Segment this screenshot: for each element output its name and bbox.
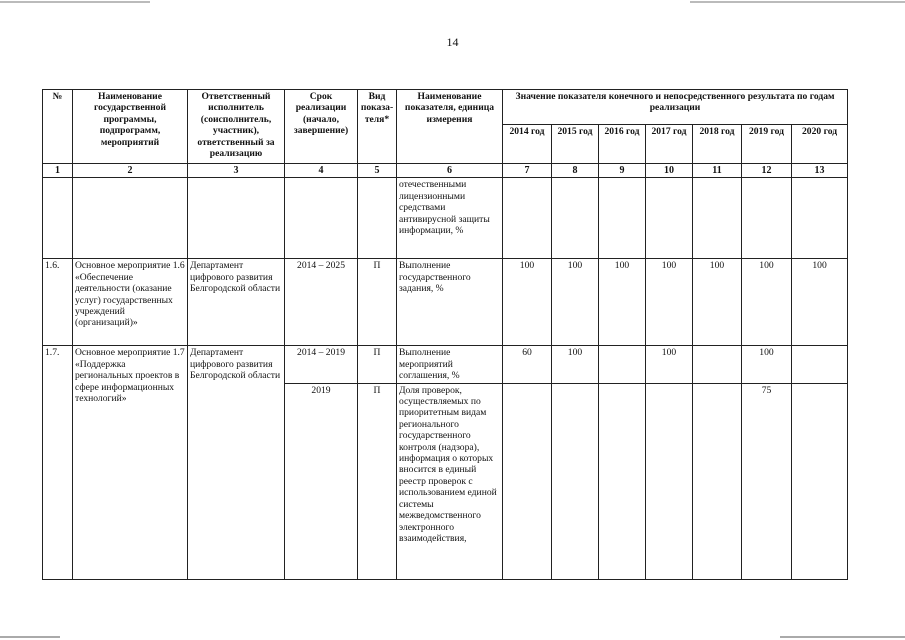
implementation-period: 2014 – 2025 (285, 259, 358, 346)
cell-empty (552, 178, 599, 259)
value-2018 (693, 383, 742, 579)
value-2019: 75 (742, 383, 792, 579)
header-year: 2014 год (503, 125, 552, 164)
value-2017: 100 (646, 346, 693, 383)
header-indicator-type: Вид показа-теля* (358, 90, 397, 164)
cell-empty (285, 178, 358, 259)
header-year: 2018 год (693, 125, 742, 164)
row-number: 1.6. (43, 259, 73, 346)
header-year: 2017 год (646, 125, 693, 164)
cell-empty (599, 178, 646, 259)
column-number: 11 (693, 164, 742, 178)
value-2019: 100 (742, 346, 792, 383)
cell-empty (188, 178, 285, 259)
cell-empty (358, 178, 397, 259)
implementation-period: 2014 – 2019 (285, 346, 358, 383)
value-2015 (552, 383, 599, 579)
table-row-1-6 (43, 259, 848, 346)
indicator-type: П (358, 383, 397, 579)
header-year: 2015 год (552, 125, 599, 164)
value-2018: 100 (693, 259, 742, 346)
page-number: 14 (446, 35, 459, 49)
continuation-row (43, 178, 848, 259)
header-responsible: Ответственный исполнитель (соисполнитель, участник), ответственный за реализацию (188, 90, 285, 164)
responsible-executor: Департамент цифрового развития Белгородской области (188, 259, 285, 346)
indicator-type: П (358, 346, 397, 383)
indicator-name: Выполнение мероприятий соглашения, % (397, 346, 503, 383)
row-number: 1.7. (43, 346, 73, 579)
column-number: 9 (599, 164, 646, 178)
header-name: Наименование государственной программы, подпрограмм, мероприятий (73, 90, 188, 164)
value-2018 (693, 346, 742, 383)
indicator-name: Выполнение государственного задания, % (397, 259, 503, 346)
column-number: 8 (552, 164, 599, 178)
responsible-executor: Департамент цифрового развития Белгородской области (188, 346, 285, 579)
value-2014: 100 (503, 259, 552, 346)
column-number: 5 (358, 164, 397, 178)
indicator-type: П (358, 259, 397, 346)
header-year: 2019 год (742, 125, 792, 164)
continuation-indicator-name: отечественными лицензионными средствами антивирусной защиты информации, % (397, 178, 503, 259)
cell-empty (73, 178, 188, 259)
column-number: 13 (792, 164, 848, 178)
value-2015: 100 (552, 259, 599, 346)
value-2014: 60 (503, 346, 552, 383)
header-row (43, 90, 848, 125)
value-2016 (599, 383, 646, 579)
header-values-title: Значение показателя конечного и непосредственного результата по годам реализации (503, 90, 848, 125)
cell-empty (742, 178, 792, 259)
column-number: 12 (742, 164, 792, 178)
column-number: 6 (397, 164, 503, 178)
header-year: 2020 год (792, 125, 848, 164)
value-2014 (503, 383, 552, 579)
header-num: № (43, 90, 73, 164)
implementation-period: 2019 (285, 383, 358, 579)
column-number: 4 (285, 164, 358, 178)
header-year: 2016 год (599, 125, 646, 164)
cell-empty (503, 178, 552, 259)
table-row-1-7-indicator-a (43, 346, 848, 383)
value-2017 (646, 383, 693, 579)
value-2015: 100 (552, 346, 599, 383)
header-indicator-name: Наименование показателя, единица измерения (397, 90, 503, 164)
header-period: Срок реализации (начало, завершение) (285, 90, 358, 164)
indicator-name: Доля проверок, осуществляемых по приоритетным видам регионального государственного контроля (надзора), информация о которых вносится в единый реестр проверок с использованием единой системы межведомственного электронного взаимодействия, (397, 383, 503, 579)
program-indicators-table (42, 89, 848, 580)
value-2017: 100 (646, 259, 693, 346)
column-number: 2 (73, 164, 188, 178)
cell-empty (792, 178, 848, 259)
column-number: 1 (43, 164, 73, 178)
cell-empty (646, 178, 693, 259)
value-2016 (599, 346, 646, 383)
cell-empty (693, 178, 742, 259)
column-numbers-row (43, 164, 848, 178)
value-2020 (792, 346, 848, 383)
column-number: 10 (646, 164, 693, 178)
activity-name: Основное мероприятие 1.7 «Поддержка региональных проектов в сфере информационных технологий» (73, 346, 188, 579)
value-2019: 100 (742, 259, 792, 346)
value-2016: 100 (599, 259, 646, 346)
activity-name: Основное мероприятие 1.6 «Обеспечение деятельности (оказание услуг) государственных учреждений (организаций)» (73, 259, 188, 346)
cell-empty (43, 178, 73, 259)
column-number: 3 (188, 164, 285, 178)
value-2020 (792, 383, 848, 579)
column-number: 7 (503, 164, 552, 178)
value-2020: 100 (792, 259, 848, 346)
